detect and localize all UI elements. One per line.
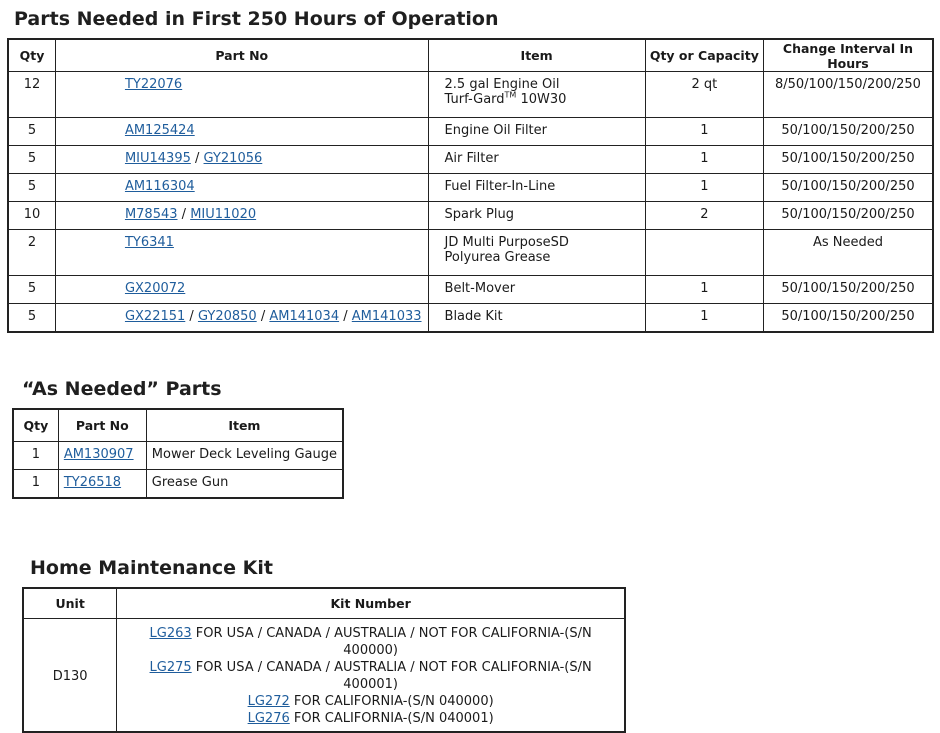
header-part-no: Part No	[55, 39, 428, 72]
part-separator: /	[195, 151, 200, 166]
item-cell: Mower Deck Leveling Gauge	[146, 442, 343, 470]
trademark-mark: TM	[504, 90, 517, 100]
header-kit-number: Kit Number	[117, 588, 625, 619]
header-change-interval: Change Interval In Hours	[763, 39, 933, 72]
header-qty-or-capacity: Qty or Capacity	[645, 39, 763, 72]
item-grade: 10W30	[516, 92, 567, 107]
part-link-miu11020[interactable]: MIU11020	[190, 207, 257, 222]
capacity-cell	[645, 230, 763, 276]
qty-cell: 10	[8, 202, 55, 230]
part-link-gx22151[interactable]: GX22151	[124, 309, 186, 324]
capacity-cell: 1	[645, 174, 763, 202]
kit-description: FOR USA / CANADA / AUSTRALIA / NOT FOR CALIFORNIA-(S/N 400001)	[191, 660, 592, 692]
part-separator: /	[343, 309, 348, 324]
table-header-row	[13, 409, 343, 442]
item-cell: Engine Oil Filter	[428, 118, 645, 146]
qty-cell: 5	[8, 118, 55, 146]
header-qty: Qty	[8, 39, 55, 72]
capacity-cell: 1	[645, 276, 763, 304]
item-cell: Spark Plug	[428, 202, 645, 230]
item-cell	[428, 230, 645, 276]
part-link-gy21056[interactable]: GY21056	[203, 151, 263, 166]
qty-cell: 12	[8, 72, 55, 118]
qty-cell: 2	[8, 230, 55, 276]
header-item: Item	[428, 39, 645, 72]
table-row	[8, 146, 933, 174]
parts-first-250-table	[7, 38, 934, 333]
table-row	[8, 276, 933, 304]
part-no-cell	[55, 72, 428, 118]
item-line-2	[445, 92, 639, 107]
interval-cell: 8/50/100/150/200/250	[763, 72, 933, 118]
item-line-2: Polyurea Grease	[444, 250, 551, 265]
section-title-home-maintenance-kit: Home Maintenance Kit	[30, 557, 273, 579]
interval-cell: 50/100/150/200/250	[763, 174, 933, 202]
part-no-cell	[55, 174, 428, 202]
table-row	[8, 304, 933, 333]
item-line-1: JD Multi PurposeSD	[444, 235, 569, 250]
part-separator: /	[260, 309, 266, 324]
part-link-am130907[interactable]: AM130907	[63, 447, 134, 462]
table-header-row	[23, 588, 625, 619]
part-link-am116304[interactable]: AM116304	[124, 179, 195, 194]
item-cell	[428, 72, 645, 118]
kit-link-lg275[interactable]: LG275	[149, 660, 192, 675]
kit-description: FOR USA / CANADA / AUSTRALIA / NOT FOR CALIFORNIA-(S/N 400000)	[191, 626, 592, 658]
part-link-gy20850[interactable]: GY20850	[197, 309, 257, 324]
kit-link-lg276[interactable]: LG276	[247, 711, 290, 726]
table-row	[8, 202, 933, 230]
kit-number-cell	[117, 619, 625, 733]
table-row	[8, 118, 933, 146]
part-no-cell	[55, 118, 428, 146]
part-link-am141034[interactable]: AM141034	[269, 309, 340, 324]
part-no-cell	[55, 202, 428, 230]
part-link-ty6341[interactable]: TY6341	[124, 235, 174, 250]
table-header-row	[8, 39, 933, 72]
header-qty: Qty	[13, 409, 58, 442]
kit-link-lg263[interactable]: LG263	[149, 626, 192, 641]
interval-cell: As Needed	[763, 230, 933, 276]
capacity-cell: 1	[645, 146, 763, 174]
table-row	[13, 470, 343, 499]
item-cell: Fuel Filter-In-Line	[428, 174, 645, 202]
qty-cell: 5	[8, 146, 55, 174]
capacity-cell: 2	[645, 202, 763, 230]
item-cell: Belt-Mover	[428, 276, 645, 304]
section-title-first-250-hours: Parts Needed in First 250 Hours of Operation	[14, 8, 499, 30]
home-maintenance-kit-table	[22, 587, 626, 733]
qty-cell: 1	[13, 442, 58, 470]
interval-cell: 50/100/150/200/250	[763, 146, 933, 174]
table-row	[23, 619, 625, 733]
kit-line	[122, 659, 619, 693]
table-row	[8, 230, 933, 276]
capacity-cell: 1	[645, 118, 763, 146]
table-row	[8, 72, 933, 118]
part-no-cell	[55, 304, 428, 333]
kit-line	[122, 625, 619, 659]
table-row	[13, 442, 343, 470]
part-no-cell	[58, 442, 146, 470]
part-link-m78543[interactable]: M78543	[124, 207, 178, 222]
item-brand: Turf-Gard	[444, 92, 505, 107]
part-no-cell	[55, 230, 428, 276]
kit-link-lg272[interactable]: LG272	[247, 694, 290, 709]
interval-cell: 50/100/150/200/250	[763, 118, 933, 146]
capacity-cell: 2 qt	[645, 72, 763, 118]
kit-description: FOR CALIFORNIA-(S/N 040000)	[289, 694, 494, 709]
qty-cell: 1	[13, 470, 58, 499]
interval-cell: 50/100/150/200/250	[763, 276, 933, 304]
capacity-cell: 1	[645, 304, 763, 333]
part-link-am125424[interactable]: AM125424	[124, 123, 195, 138]
qty-cell: 5	[8, 304, 55, 333]
part-separator: /	[181, 207, 187, 222]
header-unit: Unit	[23, 588, 117, 619]
part-no-cell	[55, 146, 428, 174]
part-no-cell	[58, 470, 146, 499]
part-link-ty22076[interactable]: TY22076	[124, 77, 183, 92]
part-link-ty26518[interactable]: TY26518	[63, 475, 122, 490]
interval-cell: 50/100/150/200/250	[763, 202, 933, 230]
as-needed-parts-table	[12, 408, 344, 499]
part-separator: /	[189, 309, 194, 324]
part-no-cell	[55, 276, 428, 304]
qty-cell: 5	[8, 174, 55, 202]
item-cell: Grease Gun	[146, 470, 343, 499]
item-cell: Blade Kit	[428, 304, 645, 333]
part-link-gx20072[interactable]: GX20072	[124, 281, 186, 296]
section-title-as-needed-parts: “As Needed” Parts	[22, 378, 222, 400]
kit-line	[122, 693, 619, 710]
table-row	[8, 174, 933, 202]
part-link-am141033[interactable]: AM141033	[351, 309, 422, 324]
qty-cell: 5	[8, 276, 55, 304]
unit-cell: D130	[23, 619, 117, 733]
header-item: Item	[146, 409, 343, 442]
item-cell: Air Filter	[428, 146, 645, 174]
part-link-miu14395[interactable]: MIU14395	[124, 151, 191, 166]
header-part-no: Part No	[58, 409, 146, 442]
interval-cell: 50/100/150/200/250	[763, 304, 933, 333]
item-line-1: 2.5 gal Engine Oil	[444, 77, 560, 92]
kit-line	[122, 710, 619, 727]
kit-description: FOR CALIFORNIA-(S/N 040001)	[289, 711, 494, 726]
